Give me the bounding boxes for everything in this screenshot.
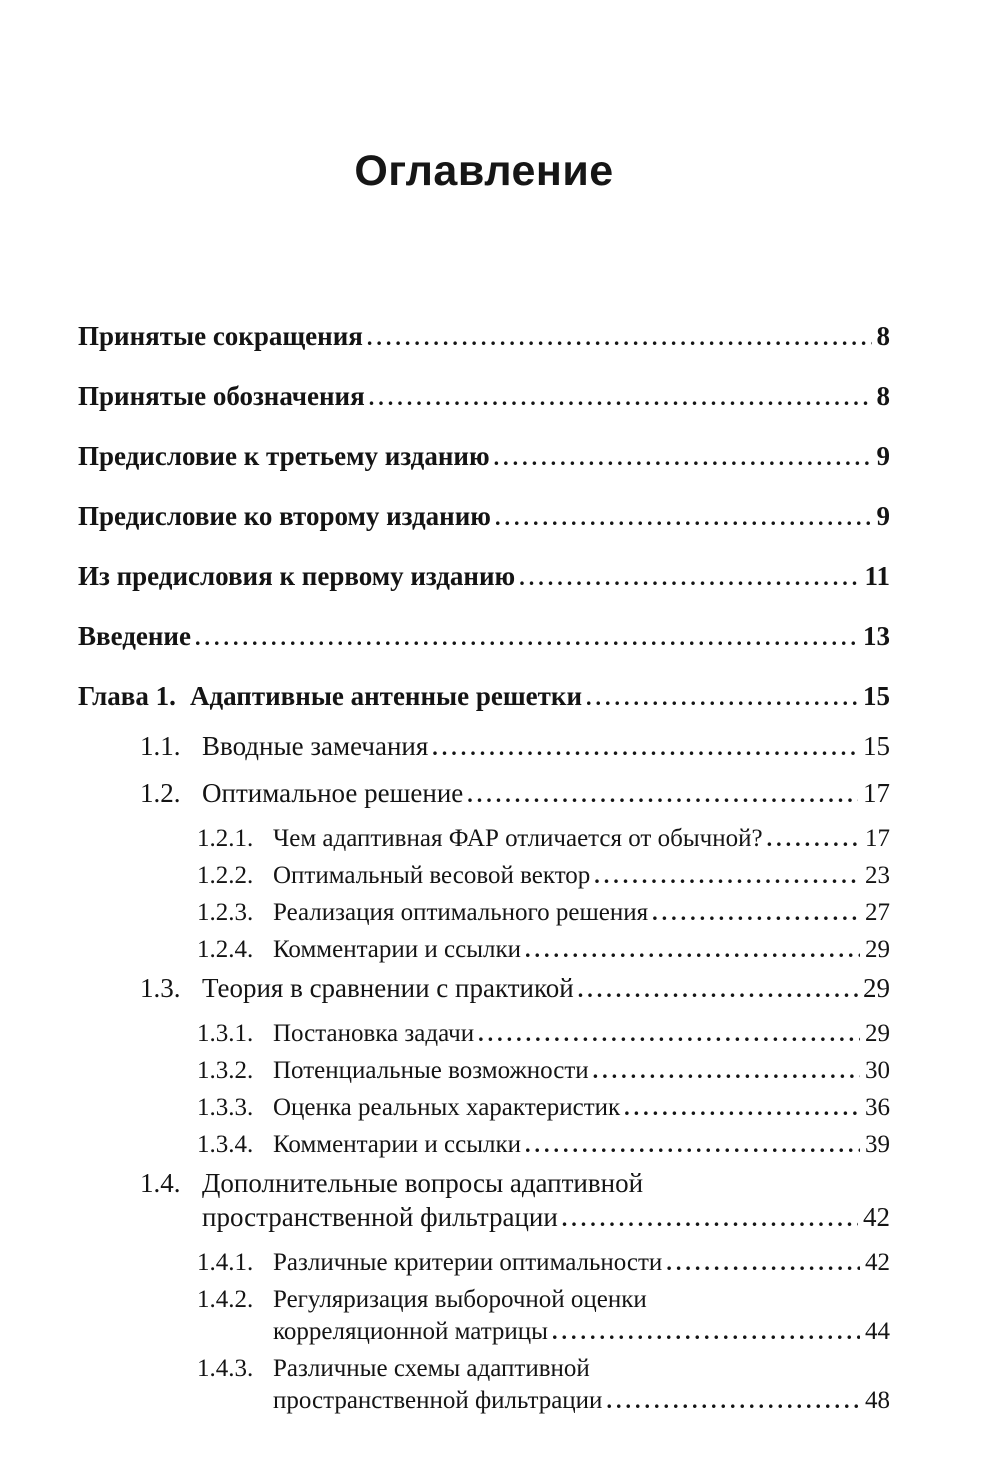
dot-leader <box>369 379 872 415</box>
entry-label: Предисловие ко второму изданию <box>78 501 491 531</box>
dot-leader <box>586 679 858 715</box>
dot-leader <box>606 1385 860 1417</box>
dot-leader <box>624 1092 860 1124</box>
dot-leader <box>432 729 858 765</box>
toc-entry-1-3-3 <box>78 1092 890 1124</box>
page-number: 48 <box>865 1387 890 1414</box>
dot-leader <box>478 1018 860 1050</box>
toc-entry-abbreviations <box>78 319 890 355</box>
toc-entry-1-3-4 <box>78 1129 890 1161</box>
entry-label: Комментарии и ссылки <box>273 936 522 963</box>
toc-entry-1-2-3 <box>78 897 890 929</box>
toc-entry-1-4 <box>78 1166 890 1236</box>
toc-entry-1-2-2 <box>78 860 890 892</box>
page-number: 39 <box>865 1131 890 1158</box>
entry-number: 1.3.3. <box>197 1094 254 1121</box>
dot-leader <box>525 1129 860 1161</box>
page-number: 42 <box>865 1249 890 1276</box>
entry-label-line2: пространственной фильтрации <box>202 1202 558 1232</box>
page-number: 15 <box>863 731 890 761</box>
entry-label: Принятые сокращения <box>78 321 363 351</box>
entry-label-line2: пространственной фильтрации <box>273 1387 603 1414</box>
page-number: 29 <box>865 936 890 963</box>
entry-label: Потенциальные возможности <box>273 1057 589 1084</box>
toc-entry-preface-2nd <box>78 499 890 535</box>
page-number: 17 <box>865 825 890 852</box>
entry-number: 1.3. <box>140 973 181 1003</box>
page-number: 13 <box>863 621 890 651</box>
page-number: 42 <box>863 1202 890 1232</box>
dot-leader <box>495 499 872 535</box>
page-number: 23 <box>865 862 890 889</box>
entry-label: Комментарии и ссылки <box>273 1131 522 1158</box>
entry-label: Предисловие к третьему изданию <box>78 441 490 471</box>
entry-number: 1.2.2. <box>197 862 254 889</box>
toc-entry-chapter-1 <box>78 679 890 715</box>
entry-number: 1.3.2. <box>197 1057 254 1084</box>
dot-leader <box>594 860 860 892</box>
entry-label: Из предисловия к первому изданию <box>78 561 516 591</box>
page-number: 44 <box>865 1318 890 1345</box>
toc-entry-preface-3rd <box>78 439 890 475</box>
dot-leader <box>519 559 859 595</box>
page-title: Оглавление <box>354 147 614 195</box>
dot-leader <box>562 1200 858 1236</box>
entry-number: 1.4.2. <box>197 1286 254 1313</box>
toc-entry-notations <box>78 379 890 415</box>
toc-entry-1-4-1 <box>78 1247 890 1279</box>
entry-number: 1.2. <box>140 778 181 808</box>
page-number: 8 <box>876 381 890 411</box>
entry-label: Теория в сравнении с практикой <box>202 973 574 1003</box>
entry-number: 1.4.3. <box>197 1355 254 1382</box>
entry-label: Реализация оптимального решения <box>273 899 649 926</box>
page-number: 17 <box>863 778 890 808</box>
toc-entry-1-2-1 <box>78 823 890 855</box>
dot-leader <box>195 619 858 655</box>
entry-number: 1.4.1. <box>197 1249 254 1276</box>
entry-label: Введение <box>78 621 191 651</box>
page-number: 30 <box>865 1057 890 1084</box>
toc-entry-1-3-2 <box>78 1055 890 1087</box>
entry-label-line1: Дополнительные вопросы адаптивной <box>202 1168 644 1198</box>
dot-leader <box>552 1316 860 1348</box>
entry-number: 1.2.4. <box>197 936 254 963</box>
dot-leader <box>666 1247 860 1279</box>
entry-label-line1: Регуляризация выборочной оценки <box>273 1286 647 1313</box>
dot-leader <box>494 439 872 475</box>
entry-label-line2: корреляционной матрицы <box>273 1318 548 1345</box>
page-number: 29 <box>865 1020 890 1047</box>
entry-number: 1.3.1. <box>197 1020 254 1047</box>
toc-entry-1-4-2 <box>78 1284 890 1348</box>
toc-entry-preface-1st <box>78 559 890 595</box>
entry-label: Адаптивные антенные решетки <box>190 681 583 711</box>
page-number: 8 <box>876 321 890 351</box>
page-number: 9 <box>876 501 890 531</box>
entry-number: Глава 1. <box>78 681 176 711</box>
entry-label: Различные критерии оптимальности <box>273 1249 663 1276</box>
toc-entry-1-4-3 <box>78 1353 890 1417</box>
dot-leader <box>578 971 858 1007</box>
toc-entry-1-3 <box>78 971 890 1007</box>
entry-number: 1.2.3. <box>197 899 254 926</box>
toc-entry-1-2 <box>78 776 890 812</box>
page-number: 15 <box>863 681 890 711</box>
entry-label: Оценка реальных характеристик <box>273 1094 621 1121</box>
entry-number: 1.4. <box>140 1168 181 1198</box>
dot-leader <box>652 897 860 929</box>
entry-label: Оптимальное решение <box>202 778 464 808</box>
entry-number: 1.1. <box>140 731 181 761</box>
page-number: 9 <box>876 441 890 471</box>
dot-leader <box>767 823 860 855</box>
entry-number: 1.3.4. <box>197 1131 254 1158</box>
toc-entry-1-2-4 <box>78 934 890 966</box>
entry-label: Оптимальный весовой вектор <box>273 862 591 889</box>
entry-label-line1: Различные схемы адаптивной <box>273 1355 590 1382</box>
page-number: 36 <box>865 1094 890 1121</box>
page-number: 11 <box>864 561 890 591</box>
page-number: 29 <box>863 973 890 1003</box>
entry-label: Чем адаптивная ФАР отличается от обычной? <box>273 825 763 852</box>
dot-leader <box>525 934 860 966</box>
entry-number: 1.2.1. <box>197 825 254 852</box>
dot-leader <box>593 1055 860 1087</box>
dot-leader <box>467 776 858 812</box>
page-number: 27 <box>865 899 890 926</box>
entry-label: Принятые обозначения <box>78 381 365 411</box>
toc-entry-1-1 <box>78 729 890 765</box>
entry-label: Постановка задачи <box>273 1020 475 1047</box>
entry-label: Вводные замечания <box>202 731 429 761</box>
toc-entry-introduction <box>78 619 890 655</box>
toc-entry-1-3-1 <box>78 1018 890 1050</box>
dot-leader <box>367 319 872 355</box>
